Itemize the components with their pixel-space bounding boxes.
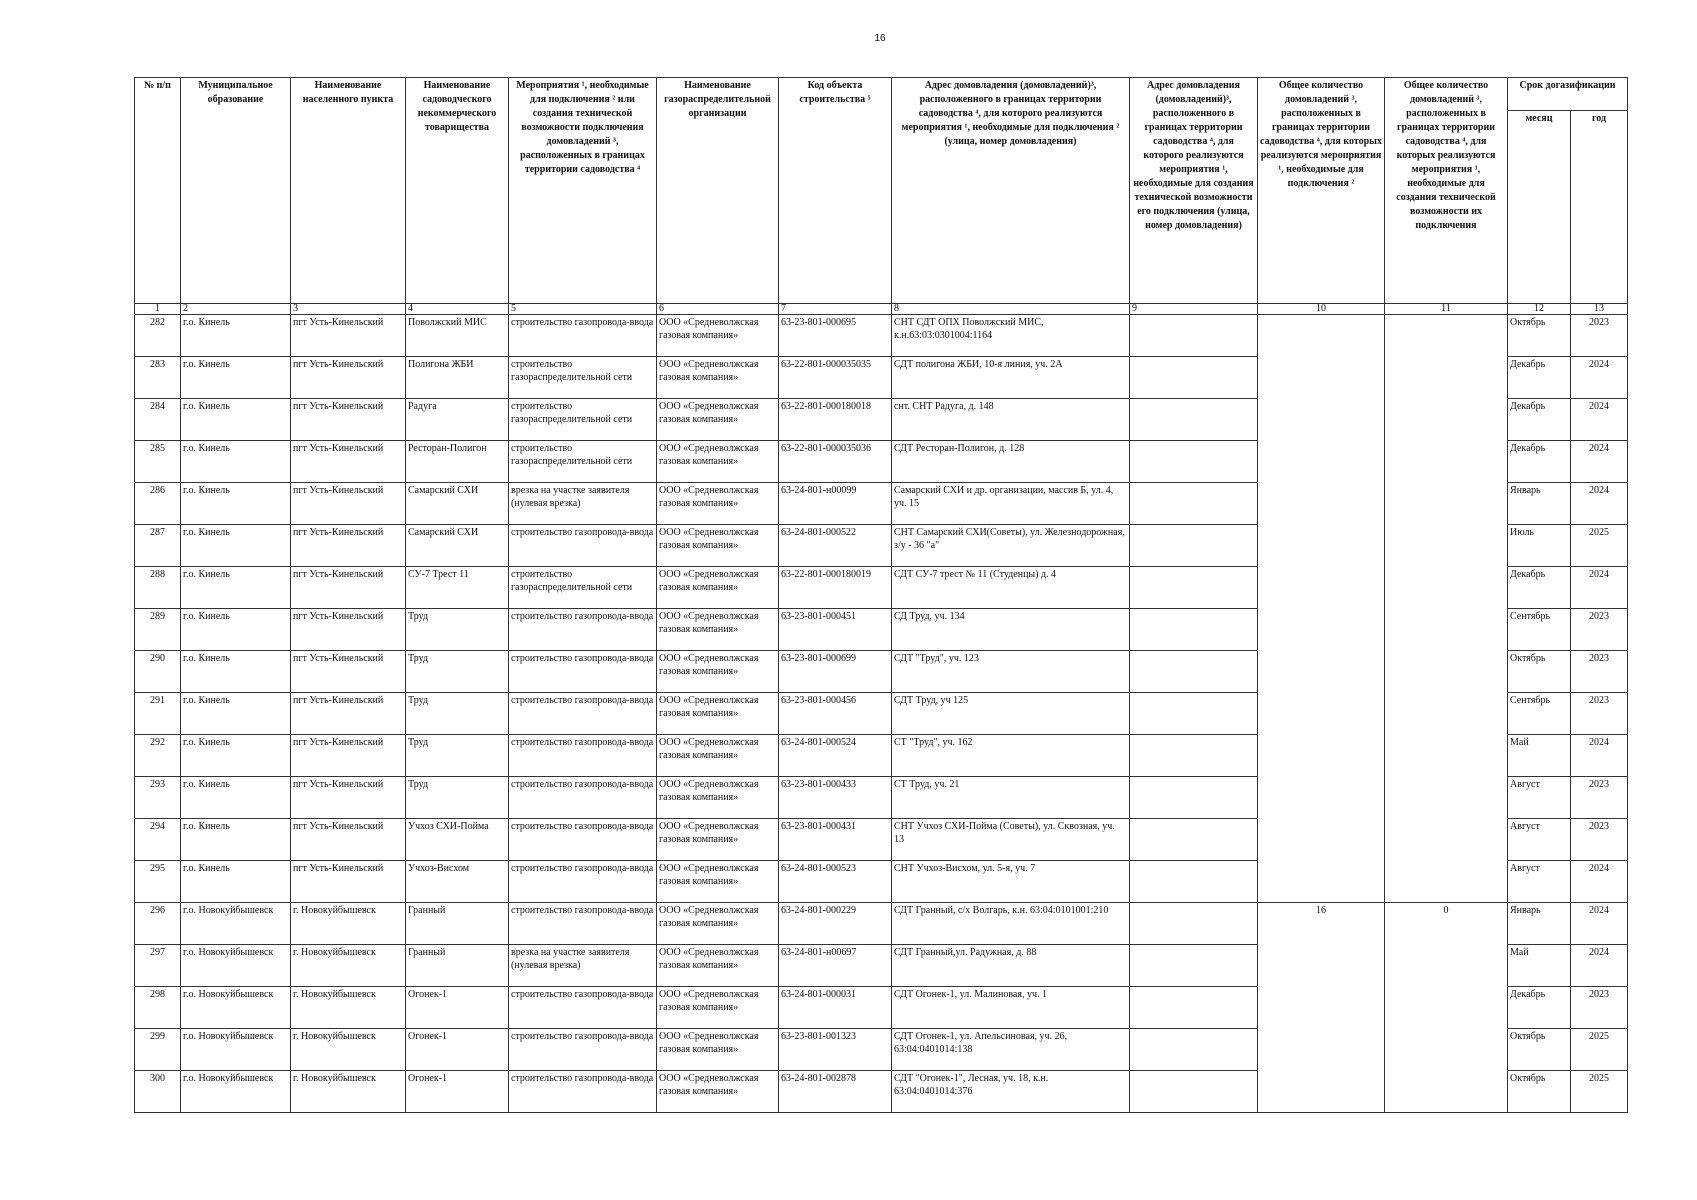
- object-code-cell: 63-23-801-000451: [779, 609, 892, 651]
- month-cell: Август: [1508, 777, 1571, 819]
- partnership-cell: Труд: [406, 735, 509, 777]
- municipality-cell: г.о. Новокуйбышевск: [181, 903, 291, 945]
- settlement-cell: г. Новокуйбышевск: [291, 903, 406, 945]
- address-tech-cell: [1130, 903, 1258, 945]
- column-number: 11: [1385, 304, 1508, 315]
- month-cell: Июль: [1508, 525, 1571, 567]
- object-code-cell: 63-24-801-н00697: [779, 945, 892, 987]
- gas-org-cell: ООО «Средневолжская газовая компания»: [657, 315, 779, 357]
- month-cell: Декабрь: [1508, 987, 1571, 1029]
- address-tech-cell: [1130, 441, 1258, 483]
- column-number: 13: [1571, 304, 1628, 315]
- measure-cell: строительство газопровода-ввода: [509, 609, 657, 651]
- address-cell: СДТ Огонек-1, ул. Апельсиновая, уч. 26, 63:04:0401014:138: [892, 1029, 1130, 1071]
- object-code-cell: 63-23-801-000433: [779, 777, 892, 819]
- settlement-cell: пгт Усть-Кинельский: [291, 819, 406, 861]
- row-number: 292: [135, 735, 181, 777]
- gas-org-cell: ООО «Средневолжская газовая компания»: [657, 777, 779, 819]
- address-tech-cell: [1130, 1071, 1258, 1113]
- header-month: месяц: [1508, 111, 1571, 304]
- count-connect-cell: 16: [1258, 903, 1385, 1113]
- settlement-cell: пгт Усть-Кинельский: [291, 315, 406, 357]
- partnership-cell: Труд: [406, 693, 509, 735]
- address-tech-cell: [1130, 651, 1258, 693]
- address-cell: Самарский СХИ и др. организации, массив Б, ул. 4, уч. 15: [892, 483, 1130, 525]
- row-number: 288: [135, 567, 181, 609]
- year-cell: 2024: [1571, 567, 1628, 609]
- header-municipality: Муниципальное образование: [181, 78, 291, 304]
- settlement-cell: пгт Усть-Кинельский: [291, 735, 406, 777]
- address-cell: снт. СНТ Радуга, д. 148: [892, 399, 1130, 441]
- address-tech-cell: [1130, 819, 1258, 861]
- gas-org-cell: ООО «Средневолжская газовая компания»: [657, 399, 779, 441]
- measure-cell: строительство газопровода-ввода: [509, 315, 657, 357]
- address-cell: СДТ Гранный,ул. Радужная, д. 88: [892, 945, 1130, 987]
- gas-org-cell: ООО «Средневолжская газовая компания»: [657, 441, 779, 483]
- address-cell: СТ Труд, уч. 21: [892, 777, 1130, 819]
- year-cell: 2023: [1571, 777, 1628, 819]
- object-code-cell: 63-23-801-000695: [779, 315, 892, 357]
- table-row: [135, 315, 1628, 357]
- address-tech-cell: [1130, 945, 1258, 987]
- municipality-cell: г.о. Кинель: [181, 861, 291, 903]
- settlement-cell: пгт Усть-Кинельский: [291, 567, 406, 609]
- measure-cell: врезка на участке заявителя (нулевая врезка): [509, 945, 657, 987]
- month-cell: Январь: [1508, 903, 1571, 945]
- measure-cell: строительство газораспределительной сети: [509, 357, 657, 399]
- settlement-cell: пгт Усть-Кинельский: [291, 651, 406, 693]
- month-cell: Август: [1508, 861, 1571, 903]
- row-number: 287: [135, 525, 181, 567]
- column-number: 9: [1130, 304, 1258, 315]
- row-number: 298: [135, 987, 181, 1029]
- address-tech-cell: [1130, 693, 1258, 735]
- row-number: 296: [135, 903, 181, 945]
- gas-org-cell: ООО «Средневолжская газовая компания»: [657, 819, 779, 861]
- partnership-cell: Полигона ЖБИ: [406, 357, 509, 399]
- row-number: 283: [135, 357, 181, 399]
- partnership-cell: Гранный: [406, 945, 509, 987]
- municipality-cell: г.о. Кинель: [181, 651, 291, 693]
- year-cell: 2023: [1571, 315, 1628, 357]
- month-cell: Октябрь: [1508, 1071, 1571, 1113]
- settlement-cell: пгт Усть-Кинельский: [291, 483, 406, 525]
- address-cell: СНТ СДТ ОПХ Поволжский МИС, к.н.63:03:0301004:1164: [892, 315, 1130, 357]
- municipality-cell: г.о. Кинель: [181, 315, 291, 357]
- settlement-cell: пгт Усть-Кинельский: [291, 777, 406, 819]
- settlement-cell: пгт Усть-Кинельский: [291, 609, 406, 651]
- address-cell: СДТ "Огонек-1", Лесная, уч. 18, к.н. 63:04:0401014:376: [892, 1071, 1130, 1113]
- object-code-cell: 63-23-801-000456: [779, 693, 892, 735]
- month-cell: Октябрь: [1508, 1029, 1571, 1071]
- year-cell: 2024: [1571, 483, 1628, 525]
- year-cell: 2025: [1571, 525, 1628, 567]
- address-tech-cell: [1130, 525, 1258, 567]
- row-number: 289: [135, 609, 181, 651]
- gas-org-cell: ООО «Средневолжская газовая компания»: [657, 903, 779, 945]
- header-address: Адрес домовладения (домовладений)³, расположенного в границах территории садоводства ⁴, для которого реализуются мероприятия ¹, необходимые для подключения ² (улица, номер домовладения): [892, 78, 1130, 304]
- row-number: 282: [135, 315, 181, 357]
- object-code-cell: 63-22-801-000180018: [779, 399, 892, 441]
- table-body: [135, 304, 1628, 1113]
- column-number: 2: [181, 304, 291, 315]
- month-cell: Январь: [1508, 483, 1571, 525]
- municipality-cell: г.о. Кинель: [181, 525, 291, 567]
- address-cell: СДТ СУ-7 трест № 11 (Студенцы) д. 4: [892, 567, 1130, 609]
- settlement-cell: пгт Усть-Кинельский: [291, 693, 406, 735]
- municipality-cell: г.о. Кинель: [181, 609, 291, 651]
- column-number: 8: [892, 304, 1130, 315]
- gas-org-cell: ООО «Средневолжская газовая компания»: [657, 567, 779, 609]
- address-cell: СНТ Самарский СХИ(Советы), ул. Железнодорожная, з/у - 36 "а": [892, 525, 1130, 567]
- row-number: 291: [135, 693, 181, 735]
- municipality-cell: г.о. Новокуйбышевск: [181, 1029, 291, 1071]
- settlement-cell: г. Новокуйбышевск: [291, 1071, 406, 1113]
- measure-cell: строительство газопровода-ввода: [509, 693, 657, 735]
- year-cell: 2024: [1571, 399, 1628, 441]
- count-tech-cell: [1385, 315, 1508, 903]
- partnership-cell: Поволжский МИС: [406, 315, 509, 357]
- year-cell: 2024: [1571, 441, 1628, 483]
- row-number: 290: [135, 651, 181, 693]
- address-tech-cell: [1130, 399, 1258, 441]
- row-number: 300: [135, 1071, 181, 1113]
- month-cell: Декабрь: [1508, 567, 1571, 609]
- object-code-cell: 63-24-801-000031: [779, 987, 892, 1029]
- measure-cell: строительство газопровода-ввода: [509, 1071, 657, 1113]
- object-code-cell: 63-24-801-000523: [779, 861, 892, 903]
- header-count-tech: Общее количество домовладений ³, расположенных в границах территории садоводства ⁴, для которых реализуются мероприятия ¹, необходимые для создания технической возможности их подключения: [1385, 78, 1508, 304]
- count-connect-cell: [1258, 315, 1385, 903]
- gas-org-cell: ООО «Средневолжская газовая компания»: [657, 609, 779, 651]
- header-num: № п/п: [135, 78, 181, 304]
- header-address-tech: Адрес домовладения (домовладений)³, расположенного в границах территории садоводства ⁴, для которого реализуются мероприятия ¹, необходимые для создания технической возможности его подключения (улица, номер домовладения): [1130, 78, 1258, 304]
- count-tech-cell: 0: [1385, 903, 1508, 1113]
- gas-org-cell: ООО «Средневолжская газовая компания»: [657, 483, 779, 525]
- address-tech-cell: [1130, 861, 1258, 903]
- address-tech-cell: [1130, 567, 1258, 609]
- measure-cell: строительство газопровода-ввода: [509, 651, 657, 693]
- year-cell: 2025: [1571, 1071, 1628, 1113]
- header-object-code: Код объекта строительства ⁵: [779, 78, 892, 304]
- row-number: 284: [135, 399, 181, 441]
- column-number: 1: [135, 304, 181, 315]
- year-cell: 2023: [1571, 609, 1628, 651]
- gas-org-cell: ООО «Средневолжская газовая компания»: [657, 1029, 779, 1071]
- gas-org-cell: ООО «Средневолжская газовая компания»: [657, 861, 779, 903]
- year-cell: 2024: [1571, 861, 1628, 903]
- partnership-cell: Огонек-1: [406, 987, 509, 1029]
- gas-org-cell: ООО «Средневолжская газовая компания»: [657, 1071, 779, 1113]
- row-number: 285: [135, 441, 181, 483]
- measure-cell: строительство газопровода-ввода: [509, 735, 657, 777]
- column-number: 12: [1508, 304, 1571, 315]
- municipality-cell: г.о. Кинель: [181, 483, 291, 525]
- header-gas-org: Наименование газораспределительной организации: [657, 78, 779, 304]
- year-cell: 2024: [1571, 357, 1628, 399]
- measure-cell: врезка на участке заявителя (нулевая врезка): [509, 483, 657, 525]
- month-cell: Август: [1508, 819, 1571, 861]
- address-tech-cell: [1130, 777, 1258, 819]
- address-tech-cell: [1130, 483, 1258, 525]
- row-number: 286: [135, 483, 181, 525]
- month-cell: Октябрь: [1508, 315, 1571, 357]
- object-code-cell: 63-24-801-002878: [779, 1071, 892, 1113]
- address-tech-cell: [1130, 315, 1258, 357]
- address-cell: СНТ Учхоз-Висхом, ул. 5-я, уч. 7: [892, 861, 1130, 903]
- gasification-register-table: [134, 77, 1628, 1113]
- row-number: 295: [135, 861, 181, 903]
- object-code-cell: 63-23-801-000699: [779, 651, 892, 693]
- measure-cell: строительство газораспределительной сети: [509, 567, 657, 609]
- settlement-cell: пгт Усть-Кинельский: [291, 399, 406, 441]
- measure-cell: строительство газопровода-ввода: [509, 1029, 657, 1071]
- object-code-cell: 63-24-801-000229: [779, 903, 892, 945]
- year-cell: 2024: [1571, 735, 1628, 777]
- gas-org-cell: ООО «Средневолжская газовая компания»: [657, 735, 779, 777]
- municipality-cell: г.о. Новокуйбышевск: [181, 945, 291, 987]
- year-cell: 2024: [1571, 903, 1628, 945]
- gas-org-cell: ООО «Средневолжская газовая компания»: [657, 651, 779, 693]
- partnership-cell: Труд: [406, 777, 509, 819]
- measure-cell: строительство газораспределительной сети: [509, 399, 657, 441]
- municipality-cell: г.о. Кинель: [181, 357, 291, 399]
- measure-cell: строительство газораспределительной сети: [509, 441, 657, 483]
- address-tech-cell: [1130, 609, 1258, 651]
- municipality-cell: г.о. Новокуйбышевск: [181, 1071, 291, 1113]
- partnership-cell: Огонек-1: [406, 1029, 509, 1071]
- table-row: [135, 903, 1628, 945]
- month-cell: Декабрь: [1508, 399, 1571, 441]
- header-count-connect: Общее количество домовладений ³, расположенных в границах территории садоводства ⁴, для которых реализуются мероприятия ¹, необходимые для подключения ²: [1258, 78, 1385, 304]
- address-tech-cell: [1130, 357, 1258, 399]
- header-deadline: Срок догазификации: [1508, 78, 1628, 111]
- municipality-cell: г.о. Кинель: [181, 735, 291, 777]
- settlement-cell: г. Новокуйбышевск: [291, 945, 406, 987]
- address-cell: СДТ Огонек-1, ул. Малиновая, уч. 1: [892, 987, 1130, 1029]
- object-code-cell: 63-23-801-001323: [779, 1029, 892, 1071]
- address-cell: СДТ Труд, уч 125: [892, 693, 1130, 735]
- settlement-cell: пгт Усть-Кинельский: [291, 525, 406, 567]
- municipality-cell: г.о. Кинель: [181, 441, 291, 483]
- settlement-cell: пгт Усть-Кинельский: [291, 441, 406, 483]
- address-cell: СД Труд, уч. 134: [892, 609, 1130, 651]
- partnership-cell: Труд: [406, 651, 509, 693]
- partnership-cell: Труд: [406, 609, 509, 651]
- address-cell: СДТ Ресторан-Полигон, д. 128: [892, 441, 1130, 483]
- month-cell: Декабрь: [1508, 441, 1571, 483]
- year-cell: 2023: [1571, 651, 1628, 693]
- gas-org-cell: ООО «Средневолжская газовая компания»: [657, 525, 779, 567]
- partnership-cell: Гранный: [406, 903, 509, 945]
- year-cell: 2023: [1571, 987, 1628, 1029]
- gas-org-cell: ООО «Средневолжская газовая компания»: [657, 945, 779, 987]
- partnership-cell: СУ-7 Трест 11: [406, 567, 509, 609]
- month-cell: Декабрь: [1508, 357, 1571, 399]
- measure-cell: строительство газопровода-ввода: [509, 903, 657, 945]
- month-cell: Сентябрь: [1508, 609, 1571, 651]
- measure-cell: строительство газопровода-ввода: [509, 819, 657, 861]
- measure-cell: строительство газопровода-ввода: [509, 987, 657, 1029]
- partnership-cell: Ресторан-Полигон: [406, 441, 509, 483]
- address-cell: СДТ "Труд", уч. 123: [892, 651, 1130, 693]
- column-number: 4: [406, 304, 509, 315]
- object-code-cell: 63-24-801-н00099: [779, 483, 892, 525]
- partnership-cell: Радуга: [406, 399, 509, 441]
- gas-org-cell: ООО «Средневолжская газовая компания»: [657, 357, 779, 399]
- row-number: 294: [135, 819, 181, 861]
- gas-org-cell: ООО «Средневолжская газовая компания»: [657, 987, 779, 1029]
- object-code-cell: 63-24-801-000524: [779, 735, 892, 777]
- address-tech-cell: [1130, 735, 1258, 777]
- settlement-cell: пгт Усть-Кинельский: [291, 357, 406, 399]
- settlement-cell: г. Новокуйбышевск: [291, 987, 406, 1029]
- header-partnership: Наименование садоводческого некоммерческого товарищества: [406, 78, 509, 304]
- measure-cell: строительство газопровода-ввода: [509, 777, 657, 819]
- row-number: 299: [135, 1029, 181, 1071]
- month-cell: Сентябрь: [1508, 693, 1571, 735]
- header-year: год: [1571, 111, 1628, 304]
- address-cell: СДТ полигона ЖБИ, 10-я линия, уч. 2А: [892, 357, 1130, 399]
- partnership-cell: Огонек-1: [406, 1071, 509, 1113]
- municipality-cell: г.о. Кинель: [181, 819, 291, 861]
- page-number: 16: [874, 33, 886, 44]
- year-cell: 2023: [1571, 819, 1628, 861]
- partnership-cell: Учхоз-Висхом: [406, 861, 509, 903]
- column-number: 7: [779, 304, 892, 315]
- month-cell: Октябрь: [1508, 651, 1571, 693]
- measure-cell: строительство газопровода-ввода: [509, 861, 657, 903]
- object-code-cell: 63-22-801-000180019: [779, 567, 892, 609]
- column-number: 6: [657, 304, 779, 315]
- month-cell: Май: [1508, 945, 1571, 987]
- column-number-row: [135, 304, 1628, 315]
- municipality-cell: г.о. Кинель: [181, 693, 291, 735]
- year-cell: 2024: [1571, 945, 1628, 987]
- municipality-cell: г.о. Новокуйбышевск: [181, 987, 291, 1029]
- row-number: 297: [135, 945, 181, 987]
- row-number: 293: [135, 777, 181, 819]
- municipality-cell: г.о. Кинель: [181, 567, 291, 609]
- address-tech-cell: [1130, 987, 1258, 1029]
- object-code-cell: 63-24-801-000522: [779, 525, 892, 567]
- measure-cell: строительство газопровода-ввода: [509, 525, 657, 567]
- partnership-cell: Самарский СХИ: [406, 525, 509, 567]
- gas-org-cell: ООО «Средневолжская газовая компания»: [657, 693, 779, 735]
- address-cell: СНТ Учхоз СХИ-Пойма (Советы), ул. Сквозная, уч. 13: [892, 819, 1130, 861]
- settlement-cell: пгт Усть-Кинельский: [291, 861, 406, 903]
- address-tech-cell: [1130, 1029, 1258, 1071]
- address-cell: СДТ Гранный, с/х Волгарь, к.н. 63:04:0101001:210: [892, 903, 1130, 945]
- municipality-cell: г.о. Кинель: [181, 399, 291, 441]
- year-cell: 2023: [1571, 693, 1628, 735]
- object-code-cell: 63-23-801-000431: [779, 819, 892, 861]
- year-cell: 2025: [1571, 1029, 1628, 1071]
- partnership-cell: Самарский СХИ: [406, 483, 509, 525]
- month-cell: Май: [1508, 735, 1571, 777]
- settlement-cell: г. Новокуйбышевск: [291, 1029, 406, 1071]
- column-number: 10: [1258, 304, 1385, 315]
- object-code-cell: 63-22-801-000035035: [779, 357, 892, 399]
- header-settlement: Наименование населенного пункта: [291, 78, 406, 304]
- column-number: 5: [509, 304, 657, 315]
- object-code-cell: 63-22-801-000035036: [779, 441, 892, 483]
- column-number: 3: [291, 304, 406, 315]
- municipality-cell: г.о. Кинель: [181, 777, 291, 819]
- address-cell: СТ "Труд", уч. 162: [892, 735, 1130, 777]
- header-measures: Мероприятия ¹, необходимые для подключения ² или создания технической возможности подключения домовладений ³, расположенных в границах территории садоводства ⁴: [509, 78, 657, 304]
- partnership-cell: Учхоз СХИ-Пойма: [406, 819, 509, 861]
